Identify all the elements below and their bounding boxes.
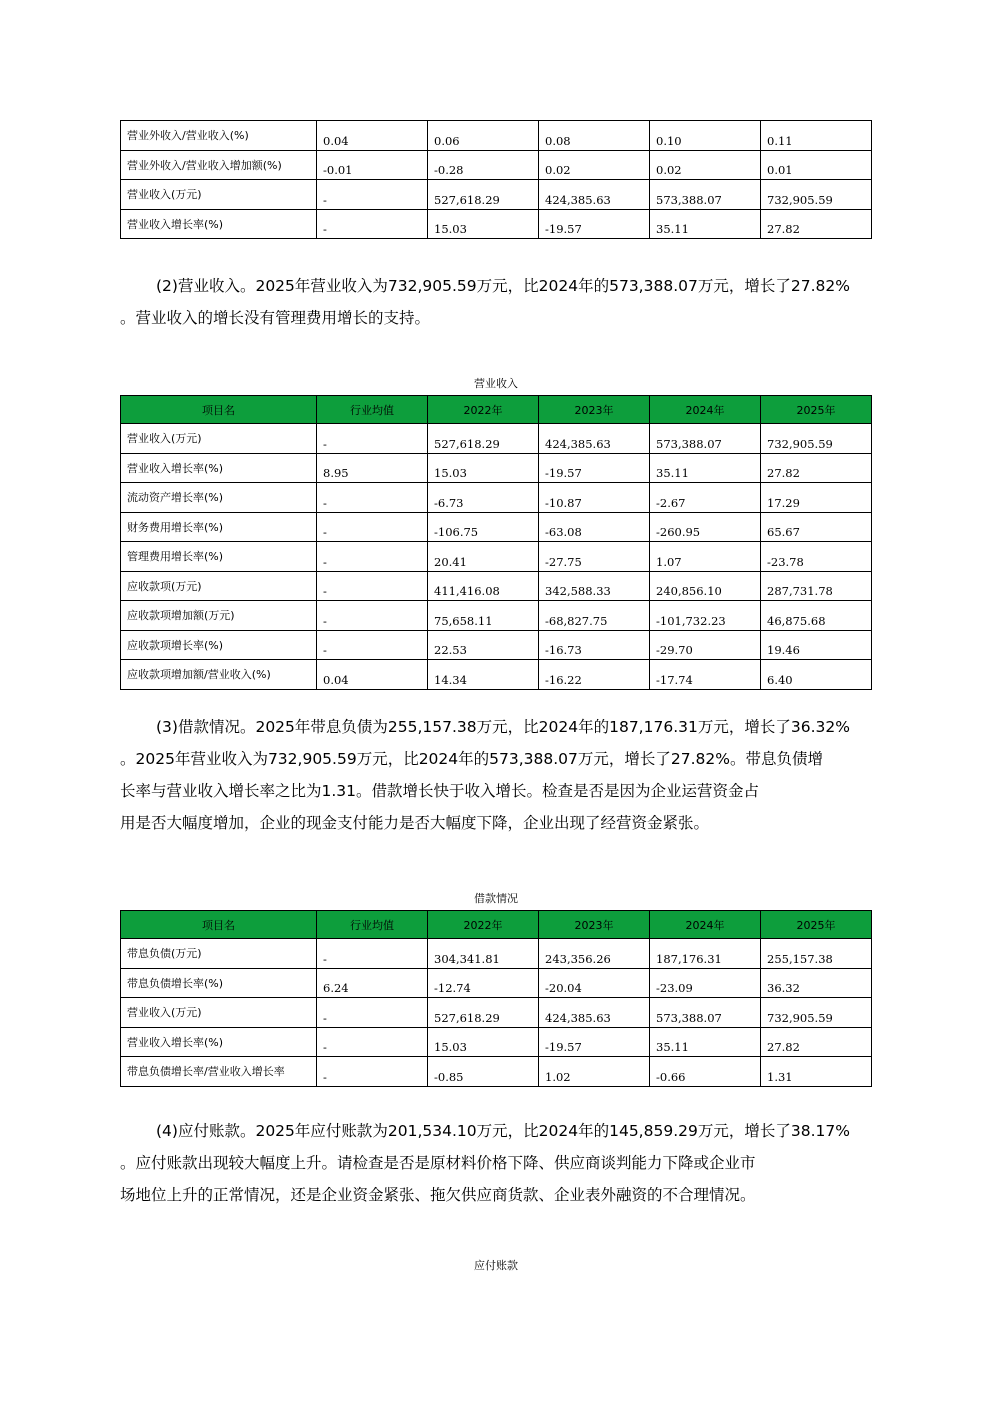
paragraph-line: (2)营业收入。2025年营业收入为732,905.59万元，比2024年的573,388.07万元，增长了27.82%	[156, 277, 850, 295]
table-row	[121, 1027, 872, 1057]
table-cell: -	[317, 209, 428, 239]
table-cell: 6.24	[317, 968, 428, 998]
table-row	[121, 660, 872, 690]
table-cell: 240,856.10	[650, 571, 761, 601]
table-cell: 0.02	[539, 150, 650, 180]
paragraph-line: 。营业收入的增长没有管理费用增长的支持。	[120, 309, 431, 327]
table-cell: 304,341.81	[428, 939, 539, 969]
table-cell: -6.73	[428, 483, 539, 513]
table-cell: -19.57	[539, 453, 650, 483]
table-cell: 255,157.38	[761, 939, 872, 969]
row-label: 带息负债增长率(%)	[121, 968, 317, 998]
table-row	[121, 483, 872, 513]
column-header: 2022年	[428, 396, 539, 424]
table-cell: 19.46	[761, 630, 872, 660]
table-cell: -19.57	[539, 209, 650, 239]
table-cell: 342,588.33	[539, 571, 650, 601]
column-header: 行业均值	[317, 396, 428, 424]
table-cell: -	[317, 424, 428, 454]
table-cell: -10.87	[539, 483, 650, 513]
table-row	[121, 150, 872, 180]
table-row	[121, 939, 872, 969]
table-cell: -0.66	[650, 1057, 761, 1087]
table-row	[121, 601, 872, 631]
table-cell: 424,385.63	[539, 424, 650, 454]
row-label: 应收款项增加额(万元)	[121, 601, 317, 631]
table-cell: -260.95	[650, 512, 761, 542]
paragraph-line: (3)借款情况。2025年带息负债为255,157.38万元，比2024年的187,176.31万元，增长了36.32%	[156, 718, 850, 736]
table-cell: 15.03	[428, 1027, 539, 1057]
table-cell: 1.07	[650, 542, 761, 572]
table-cell: 411,416.08	[428, 571, 539, 601]
table-cell: 424,385.63	[539, 998, 650, 1028]
table-cell: 65.67	[761, 512, 872, 542]
paragraph-line: (4)应付账款。2025年应付账款为201,534.10万元，比2024年的145,859.29万元，增长了38.17%	[156, 1122, 850, 1140]
table-cell: 243,356.26	[539, 939, 650, 969]
table-cell: 36.32	[761, 968, 872, 998]
row-label: 营业收入增长率(%)	[121, 453, 317, 483]
column-header: 2023年	[539, 911, 650, 939]
column-header: 2025年	[761, 911, 872, 939]
table-cell: 732,905.59	[761, 424, 872, 454]
table-cell: -0.85	[428, 1057, 539, 1087]
column-header: 2024年	[650, 396, 761, 424]
column-header: 项目名	[121, 396, 317, 424]
table-row	[121, 542, 872, 572]
table-cell: -	[317, 542, 428, 572]
table-cell: 573,388.07	[650, 424, 761, 454]
table-cell: 15.03	[428, 453, 539, 483]
table-cell: 14.34	[428, 660, 539, 690]
row-label: 营业收入增长率(%)	[121, 209, 317, 239]
table-cell: -	[317, 998, 428, 1028]
table-cell: 0.06	[428, 121, 539, 151]
row-label: 营业收入(万元)	[121, 424, 317, 454]
table-cell: -23.78	[761, 542, 872, 572]
table-cell: 0.04	[317, 121, 428, 151]
row-label: 营业收入(万元)	[121, 998, 317, 1028]
table-row	[121, 998, 872, 1028]
table-body	[121, 939, 872, 1087]
row-label: 流动资产增长率(%)	[121, 483, 317, 513]
table-row	[121, 512, 872, 542]
table-cell: -63.08	[539, 512, 650, 542]
table-cell: -27.75	[539, 542, 650, 572]
table-cell: -19.57	[539, 1027, 650, 1057]
table-caption: 应付账款	[474, 1259, 518, 1272]
paragraph-revenue	[120, 270, 895, 334]
table-cell: 287,731.78	[761, 571, 872, 601]
table-cell: -12.74	[428, 968, 539, 998]
table-cell: -23.09	[650, 968, 761, 998]
table-cell: -	[317, 483, 428, 513]
row-label: 带息负债(万元)	[121, 939, 317, 969]
table-cell: 0.02	[650, 150, 761, 180]
row-label: 应收款项(万元)	[121, 571, 317, 601]
table-cell: 35.11	[650, 1027, 761, 1057]
paragraph-line: 。2025年营业收入为732,905.59万元，比2024年的573,388.07万元，增长了27.82%。带息负债增	[120, 750, 823, 768]
table-cell: -	[317, 939, 428, 969]
table-cell: 527,618.29	[428, 180, 539, 210]
table-cell: 35.11	[650, 453, 761, 483]
table-other-income	[120, 120, 872, 239]
table-row	[121, 630, 872, 660]
paragraph-line: 长率与营业收入增长率之比为1.31。借款增长快于收入增长。检查是否是因为企业运营资金占	[120, 782, 760, 800]
table-cell: 6.40	[761, 660, 872, 690]
row-label: 应收款项增加额/营业收入(%)	[121, 660, 317, 690]
table-row	[121, 1057, 872, 1087]
row-label: 应收款项增长率(%)	[121, 630, 317, 660]
table-cell: 527,618.29	[428, 998, 539, 1028]
table-cell: 15.03	[428, 209, 539, 239]
column-header: 2023年	[539, 396, 650, 424]
table-cell: 732,905.59	[761, 180, 872, 210]
table-revenue	[120, 395, 872, 690]
table-cell: -	[317, 1057, 428, 1087]
row-label: 财务费用增长率(%)	[121, 512, 317, 542]
row-label: 营业外收入/营业收入(%)	[121, 121, 317, 151]
table-cell: 22.53	[428, 630, 539, 660]
row-label: 营业外收入/营业收入增加额(%)	[121, 150, 317, 180]
table-cell: -20.04	[539, 968, 650, 998]
table-cell: 35.11	[650, 209, 761, 239]
table-cell: -16.73	[539, 630, 650, 660]
table-cell: 75,658.11	[428, 601, 539, 631]
table-row	[121, 571, 872, 601]
row-label: 带息负债增长率/营业收入增长率	[121, 1057, 317, 1087]
table-cell: 527,618.29	[428, 424, 539, 454]
table-row	[121, 453, 872, 483]
table-body	[121, 424, 872, 690]
table-cell: 1.31	[761, 1057, 872, 1087]
table-cell: -2.67	[650, 483, 761, 513]
table-cell: 573,388.07	[650, 180, 761, 210]
table-header-row	[121, 911, 872, 939]
table-caption: 营业收入	[474, 377, 518, 390]
table-caption: 借款情况	[474, 892, 518, 905]
table-cell: -	[317, 180, 428, 210]
column-header: 2024年	[650, 911, 761, 939]
table-cell: 46,875.68	[761, 601, 872, 631]
table-cell: -	[317, 630, 428, 660]
table-cell: -	[317, 1027, 428, 1057]
table-cell: -17.74	[650, 660, 761, 690]
row-label: 管理费用增长率(%)	[121, 542, 317, 572]
table-cell: -0.28	[428, 150, 539, 180]
table-cell: 187,176.31	[650, 939, 761, 969]
table-cell: 0.04	[317, 660, 428, 690]
column-header: 2025年	[761, 396, 872, 424]
paragraph-payables	[120, 1115, 895, 1211]
table-cell: 27.82	[761, 209, 872, 239]
column-header: 项目名	[121, 911, 317, 939]
table-cell: 8.95	[317, 453, 428, 483]
table-cell: 0.01	[761, 150, 872, 180]
table-row	[121, 424, 872, 454]
table-cell: -101,732.23	[650, 601, 761, 631]
table-cell: -106.75	[428, 512, 539, 542]
table-cell: -16.22	[539, 660, 650, 690]
column-header: 行业均值	[317, 911, 428, 939]
table-cell: 424,385.63	[539, 180, 650, 210]
table-cell: 573,388.07	[650, 998, 761, 1028]
paragraph-line: 用是否大幅度增加，企业的现金支付能力是否大幅度下降，企业出现了经营资金紧张。	[120, 814, 710, 832]
row-label: 营业收入增长率(%)	[121, 1027, 317, 1057]
table-row	[121, 121, 872, 151]
paragraph-line: 场地位上升的正常情况，还是企业资金紧张、拖欠供应商货款、企业表外融资的不合理情况。	[120, 1186, 756, 1204]
table-cell: 0.08	[539, 121, 650, 151]
table-row	[121, 968, 872, 998]
table-cell: 732,905.59	[761, 998, 872, 1028]
table-cell: 0.10	[650, 121, 761, 151]
paragraph-line: 。应付账款出现较大幅度上升。请检查是否是原材料价格下降、供应商谈判能力下降或企业市	[120, 1154, 756, 1172]
table-cell: -29.70	[650, 630, 761, 660]
table-cell: 17.29	[761, 483, 872, 513]
table-row	[121, 209, 872, 239]
table-cell: 20.41	[428, 542, 539, 572]
table-borrowing	[120, 910, 872, 1087]
table-cell: 27.82	[761, 453, 872, 483]
table-cell: 1.02	[539, 1057, 650, 1087]
table-cell: -	[317, 512, 428, 542]
row-label: 营业收入(万元)	[121, 180, 317, 210]
table-body	[121, 121, 872, 239]
table-cell: 27.82	[761, 1027, 872, 1057]
table-header-row	[121, 396, 872, 424]
table-cell: -	[317, 601, 428, 631]
paragraph-borrowing	[120, 711, 895, 839]
table-cell: -	[317, 571, 428, 601]
column-header: 2022年	[428, 911, 539, 939]
table-cell: -68,827.75	[539, 601, 650, 631]
table-cell: -0.01	[317, 150, 428, 180]
table-cell: 0.11	[761, 121, 872, 151]
table-row	[121, 180, 872, 210]
